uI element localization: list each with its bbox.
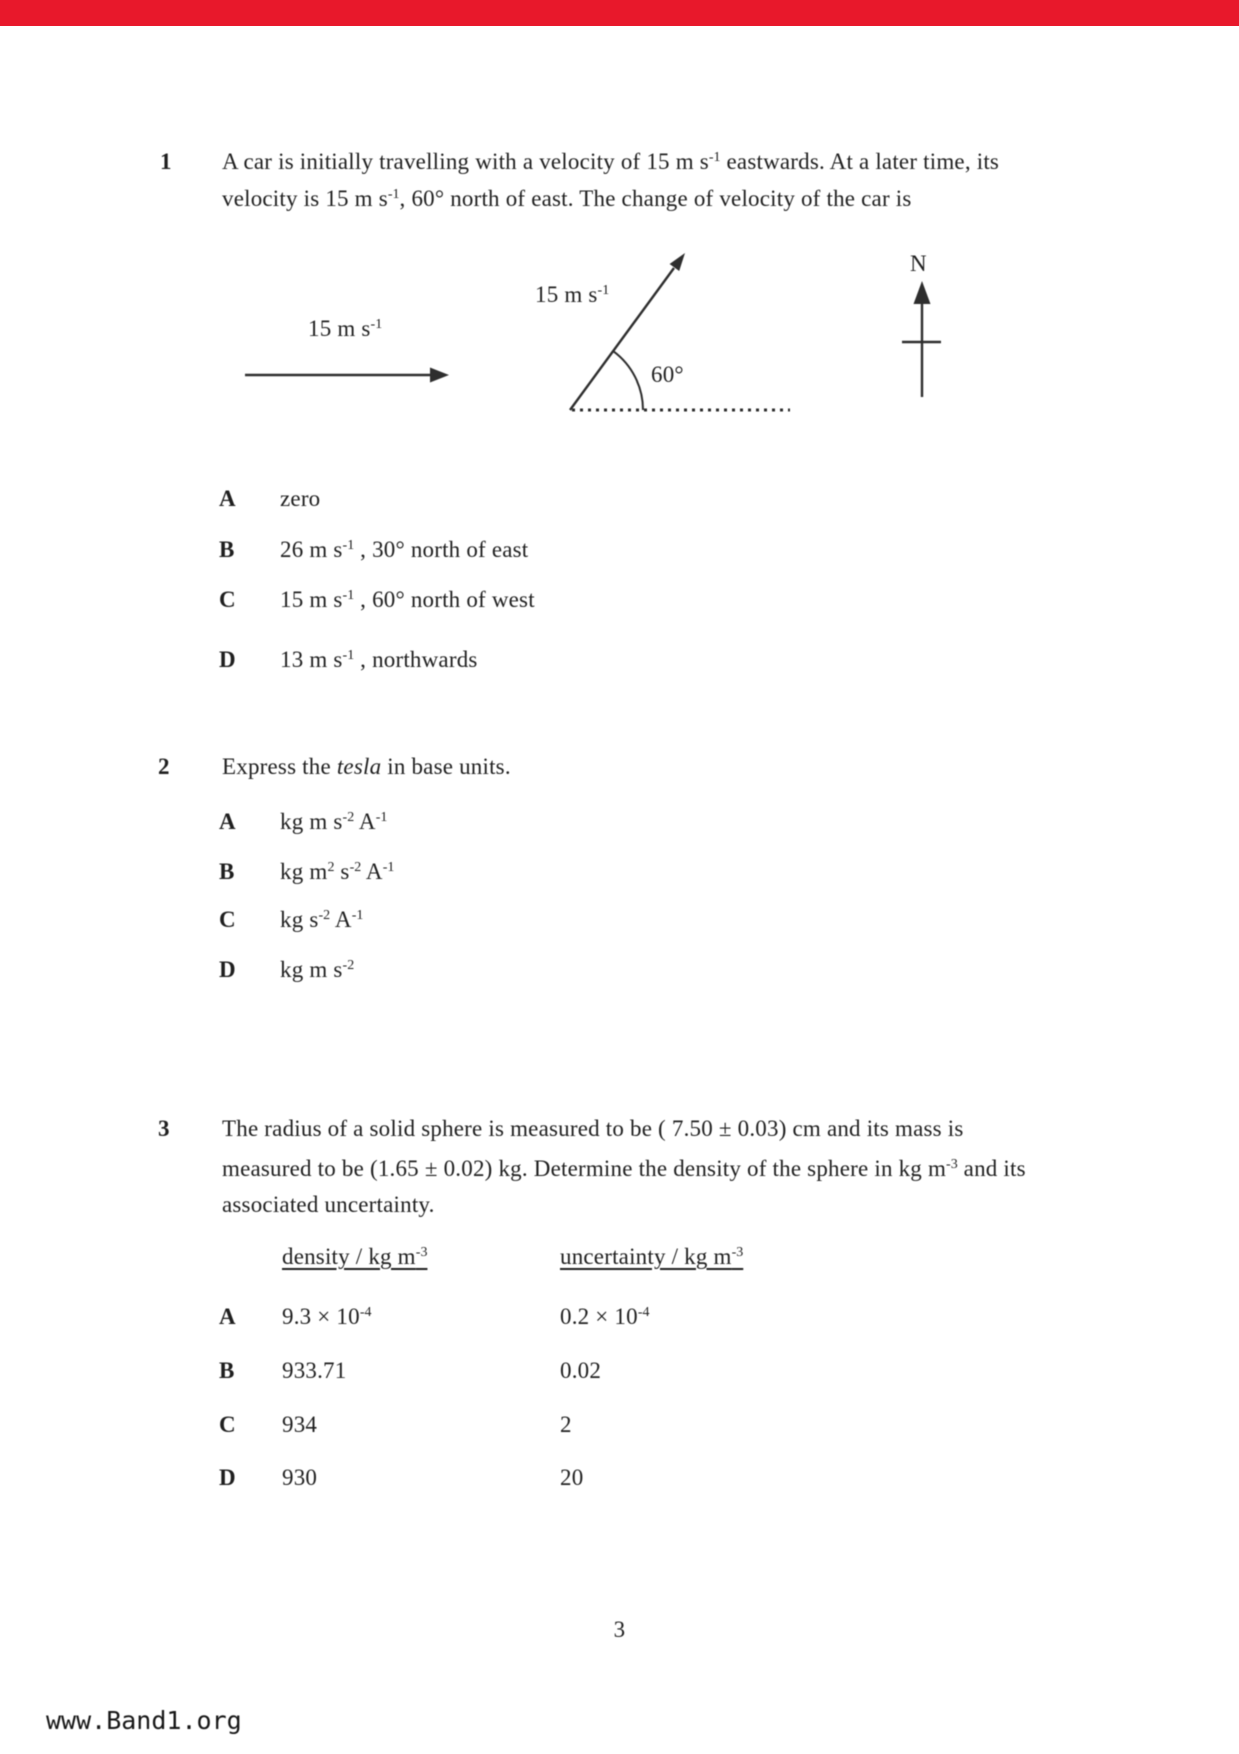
q3-row-d-uncertainty: [560, 1465, 583, 1490]
angle-label: 60°: [651, 362, 684, 387]
superscript: -2: [342, 958, 355, 973]
q1-option-a-letter: A: [219, 486, 236, 511]
q1-option-a-text: [280, 486, 320, 511]
text-segment: 933.71: [282, 1358, 347, 1383]
east-velocity-arrowhead: [430, 368, 449, 383]
text-segment: Express the: [222, 754, 337, 779]
superscript: -1: [375, 810, 388, 825]
text-segment: 930: [282, 1465, 318, 1490]
q1-option-d-text: [280, 647, 478, 676]
text-segment: , 60° north of west: [354, 587, 535, 612]
q1-number: 1: [160, 149, 172, 174]
compass-arrowhead: [914, 281, 931, 304]
superscript: -2: [318, 908, 331, 923]
superscript: -3: [946, 1157, 958, 1172]
text-segment: kg s: [280, 907, 319, 932]
text-segment: 26 m s: [280, 537, 343, 562]
text-segment: 2: [560, 1412, 572, 1437]
q2-text: [222, 754, 511, 779]
superscript: -1: [342, 588, 355, 603]
text-segment: s: [334, 859, 350, 884]
superscript: -4: [637, 1305, 650, 1320]
q3-line-2: [222, 1156, 1026, 1185]
page-number: 3: [613, 1617, 626, 1642]
text-segment: 15 m s: [308, 316, 371, 341]
q1-line-2: [222, 186, 912, 215]
superscript: -1: [387, 187, 400, 202]
text-segment: The radius of a solid sphere is measured to be ( 7.50 ± 0.03) cm and its mass is: [222, 1116, 964, 1141]
text-segment: , northwards: [354, 647, 478, 672]
q3-row-b-letter: B: [219, 1358, 235, 1383]
text-segment: density / kg m: [282, 1244, 416, 1269]
q2-number: 2: [158, 754, 170, 779]
q3-number: 3: [158, 1116, 170, 1141]
text-segment: velocity is 15 m s: [222, 186, 388, 211]
text-segment: A: [354, 809, 376, 834]
text-segment: 15 m s: [280, 587, 343, 612]
q1-option-d-letter: D: [219, 647, 236, 672]
q3-row-c-uncertainty: [560, 1412, 572, 1437]
angle-arc: [613, 351, 643, 410]
east-velocity-label: [308, 316, 382, 345]
q2-option-b-text: [280, 859, 394, 888]
text-segment: kg m s: [280, 957, 343, 982]
superscript: -3: [415, 1245, 428, 1260]
q3-row-b-uncertainty: [560, 1358, 601, 1383]
superscript: -1: [708, 150, 721, 165]
superscript: -1: [351, 908, 364, 923]
text-segment: tesla: [336, 754, 382, 779]
q2-option-d-letter: D: [219, 957, 236, 982]
text-segment: associated uncertainty.: [222, 1192, 435, 1217]
q3-row-b-density: [282, 1358, 346, 1383]
q2-option-b-letter: B: [219, 859, 235, 884]
text-segment: in base units.: [381, 754, 511, 779]
q3-row-d-letter: D: [219, 1465, 236, 1490]
superscript: -1: [597, 283, 610, 298]
superscript: -1: [370, 317, 383, 332]
q2-option-c-letter: C: [219, 907, 236, 932]
text-segment: 13 m s: [280, 647, 343, 672]
q3-row-c-letter: C: [219, 1412, 236, 1437]
q2-option-c-text: [280, 907, 363, 936]
text-segment: 9.3 × 10: [282, 1304, 360, 1329]
compass-north-label: N: [910, 251, 927, 276]
diagonal-velocity-arrowhead: [670, 253, 685, 271]
text-segment: 20: [560, 1465, 584, 1490]
q3-row-a-uncertainty: [560, 1304, 650, 1333]
q3-row-a-density: [282, 1304, 372, 1333]
q1-option-c-text: [280, 587, 535, 616]
q3-row-a-letter: A: [219, 1304, 236, 1329]
text-segment: 934: [282, 1412, 318, 1437]
text-segment: measured to be (1.65 ± 0.02) kg. Determine the density of the sphere in kg m: [222, 1156, 947, 1181]
text-segment: A car is initially travelling with a velocity of 15 m s: [222, 149, 709, 174]
superscript: 2: [327, 860, 335, 875]
superscript: -2: [349, 860, 362, 875]
superscript: -1: [342, 648, 355, 663]
text-segment: kg m: [280, 859, 328, 884]
superscript: -2: [342, 810, 355, 825]
diagonal-velocity-label: [535, 282, 609, 311]
text-segment: A: [361, 859, 383, 884]
q3-row-c-density: [282, 1412, 317, 1437]
text-segment: zero: [280, 486, 321, 511]
text-segment: kg m s: [280, 809, 343, 834]
text-segment: A: [330, 907, 352, 932]
q2-option-a-text: [280, 809, 387, 838]
text-segment: 0.2 × 10: [560, 1304, 638, 1329]
q1-option-b-text: [280, 537, 528, 566]
superscript: -3: [731, 1245, 744, 1260]
text-segment: eastwards. At a later time, its: [720, 149, 1000, 174]
text-segment: 15 m s: [535, 282, 598, 307]
q1-option-b-letter: B: [219, 537, 235, 562]
superscript: -4: [359, 1305, 372, 1320]
q2-option-d-text: [280, 957, 354, 986]
q3-line-1: [222, 1116, 963, 1141]
superscript: -1: [382, 860, 395, 875]
text-segment: 0.02: [560, 1358, 602, 1383]
q1-line-1: [222, 149, 999, 178]
table-header-uncertainty: [560, 1244, 743, 1273]
superscript: -1: [342, 538, 355, 553]
q3-row-d-density: [282, 1465, 317, 1490]
text-segment: , 60° north of east. The change of velocity of the car is: [399, 186, 912, 211]
q3-line-3: [222, 1192, 435, 1217]
watermark-url: www.Band1.org: [46, 1706, 242, 1735]
table-header-density: [282, 1244, 427, 1273]
text-segment: uncertainty / kg m: [560, 1244, 732, 1269]
text-segment: and its: [957, 1156, 1026, 1181]
q1-option-c-letter: C: [219, 587, 236, 612]
q2-option-a-letter: A: [219, 809, 236, 834]
text-segment: , 30° north of east: [354, 537, 529, 562]
